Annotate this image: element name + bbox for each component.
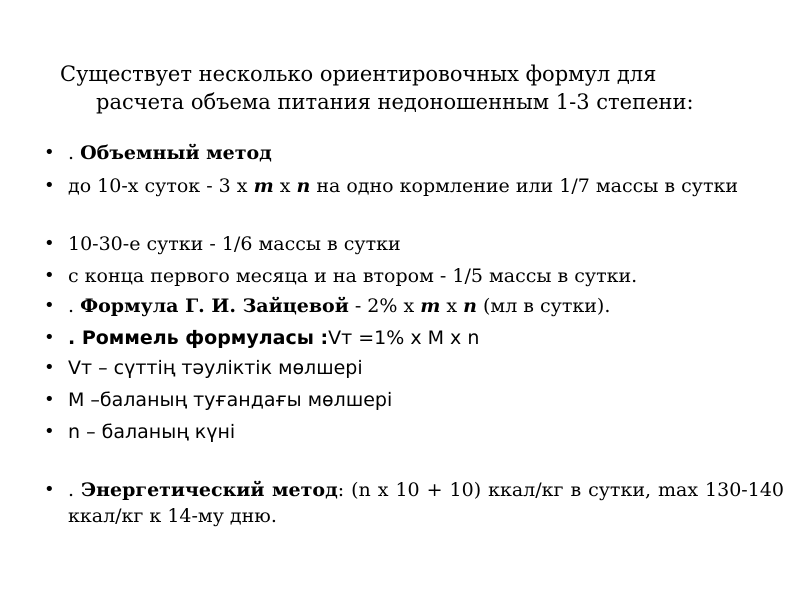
var-n: n — [296, 175, 311, 197]
list-item-day10 — [40, 173, 784, 199]
list-item-first-month — [40, 263, 784, 289]
vt-definition-text: Vт – сүттің тәуліктік мөлшері — [68, 357, 363, 379]
var-n: n — [463, 295, 477, 317]
list-item-zaitseva — [40, 293, 784, 319]
var-m: m — [253, 175, 274, 197]
list-item-vt-definition — [40, 355, 784, 381]
item-prefix: . — [68, 142, 81, 164]
volume-method-heading: Объемный метод — [80, 142, 272, 164]
energy-method-text: : (n x 10 + 10) ккал/кг в сутки, max 130-140 ккал/кг к 14-му дню. — [68, 479, 784, 527]
title-line-1: Существует несколько ориентировочных формул для — [60, 62, 657, 86]
day10-text-3: на одно кормление или 1/7 массы в сутки — [310, 175, 739, 197]
zaitseva-text-2: x — [440, 295, 464, 317]
list-item-day10-30 — [40, 231, 784, 257]
list-item-energy-method — [40, 477, 784, 529]
list-item-m-definition — [40, 387, 784, 413]
n-definition-text: n – баланың күні — [68, 421, 236, 443]
list-item-rommel — [40, 325, 784, 351]
zaitseva-heading: Формула Г. И. Зайцевой — [80, 295, 349, 317]
day10-text-2: x — [273, 175, 297, 197]
item-prefix: . — [68, 479, 82, 501]
zaitseva-text-1: - 2% x — [348, 295, 421, 317]
rommel-heading: . Роммель формуласы : — [68, 327, 329, 349]
item-prefix: . — [68, 295, 81, 317]
first-month-text: с конца первого месяца и на втором - 1/5 массы в сутки. — [68, 265, 638, 287]
list-item-volume-method — [40, 140, 784, 166]
slide-title — [56, 60, 756, 116]
zaitseva-text-3: (мл в сутки). — [476, 295, 611, 317]
list-item-n-definition — [40, 419, 784, 445]
day10-30-text: 10-30-е сутки - 1/6 массы в сутки — [68, 233, 401, 255]
title-line-2: расчета объема питания недоношенным 1-3 степени: — [96, 90, 694, 114]
rommel-formula: Vт =1% х М х n — [328, 327, 480, 349]
m-definition-text: M –баланың туғандағы мөлшері — [68, 389, 393, 411]
energy-method-heading: Энергетический метод — [81, 479, 338, 501]
day10-text-1: до 10-х суток - 3 x — [68, 175, 254, 197]
var-m: m — [420, 295, 441, 317]
